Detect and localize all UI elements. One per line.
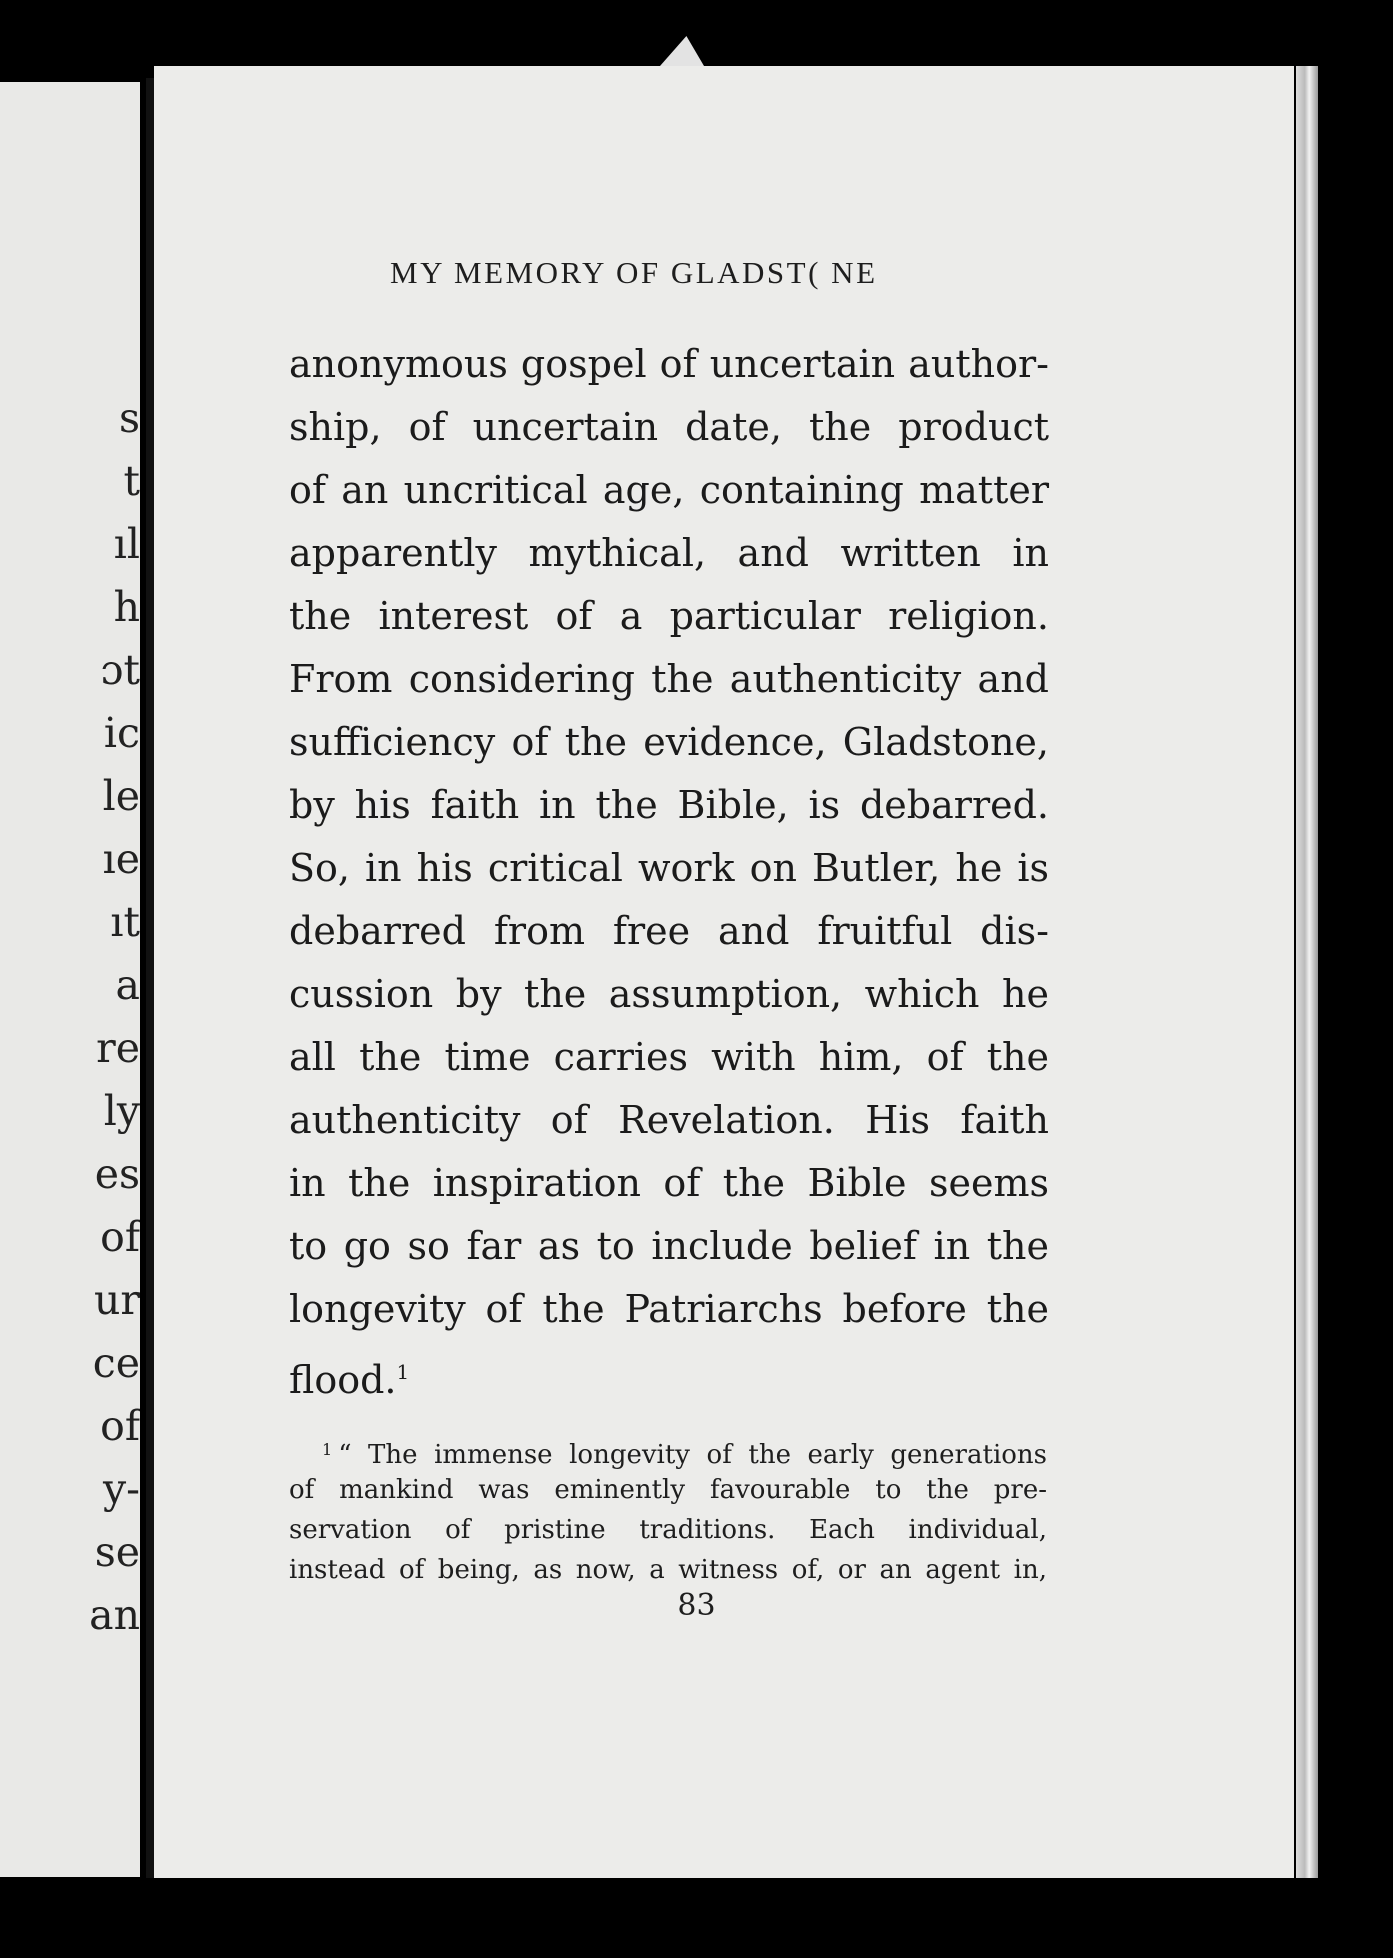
left-fragment: ɔt [100, 646, 140, 694]
left-fragment: ce [92, 1339, 140, 1387]
running-head: MY MEMORY OF GLADST( NE [390, 255, 878, 290]
left-fragment: y- [102, 1465, 140, 1513]
text-line: From considering the authenticity and [289, 657, 1049, 701]
footnote-line [289, 1430, 1047, 1470]
left-fragment: ic [103, 709, 140, 757]
footnote-line: servation of pristine traditions. Each individual, [289, 1515, 1047, 1545]
left-fragment: ur [93, 1276, 140, 1324]
left-fragment: a [115, 961, 140, 1009]
footnote-reference: 1 [396, 1360, 410, 1384]
text-line: anonymous gospel of uncertain author- [289, 342, 1049, 386]
text-line: all the time carries with him, of the [289, 1035, 1049, 1079]
footnote [289, 1430, 1047, 1590]
text-line: apparently mythical, and written in [289, 531, 1049, 575]
body-text [289, 333, 1049, 1404]
left-fragment: of [100, 1402, 140, 1450]
text-line: longevity of the Patriarchs before the [289, 1287, 1049, 1331]
page-number: 83 [677, 1588, 716, 1623]
text-line: of an uncritical age, containing matter [289, 468, 1049, 512]
left-fragment: h [113, 583, 140, 631]
left-fragment: le [102, 772, 140, 820]
text-line: debarred from free and fruitful dis- [289, 909, 1049, 953]
left-fragment: re [96, 1024, 140, 1072]
left-fragment: of [100, 1213, 140, 1261]
footnote-line: of mankind was eminently favourable to the pre- [289, 1475, 1047, 1505]
left-fragment: an [89, 1591, 140, 1639]
scan-artifact [660, 36, 704, 66]
left-fragment: ly [103, 1087, 140, 1135]
left-fragment: ıe [102, 835, 140, 883]
footnote-line: instead of being, as now, a witness of, or an agent in, [289, 1555, 1047, 1585]
left-fragment: t [123, 457, 140, 505]
text-line: the interest of a particular religion. [289, 594, 1049, 638]
left-page-text-fragments [89, 387, 140, 1647]
left-fragment: ıl [113, 520, 140, 568]
footnote-text: “ The immense longevity of the early generations [338, 1440, 1047, 1470]
text-line: cussion by the assumption, which he [289, 972, 1049, 1016]
left-fragment: ıt [110, 898, 140, 946]
left-fragment: es [94, 1150, 140, 1198]
text-line: in the inspiration of the Bible seems [289, 1161, 1049, 1205]
text-line: So, in his critical work on Butler, he is [289, 846, 1049, 890]
footnote-marker: 1 [322, 1440, 333, 1459]
text-line: ship, of uncertain date, the product [289, 405, 1049, 449]
text-line: sufficiency of the evidence, Gladstone, [289, 720, 1049, 764]
text-line: authenticity of Revelation. His faith [289, 1098, 1049, 1142]
left-fragment: s [118, 394, 140, 442]
left-fragment: se [94, 1528, 140, 1576]
text-line: to go so far as to include belief in the [289, 1224, 1049, 1268]
text-line-last [289, 1341, 1049, 1404]
text-line: by his faith in the Bible, is debarred. [289, 783, 1049, 827]
text-line: flood. [289, 1358, 397, 1402]
